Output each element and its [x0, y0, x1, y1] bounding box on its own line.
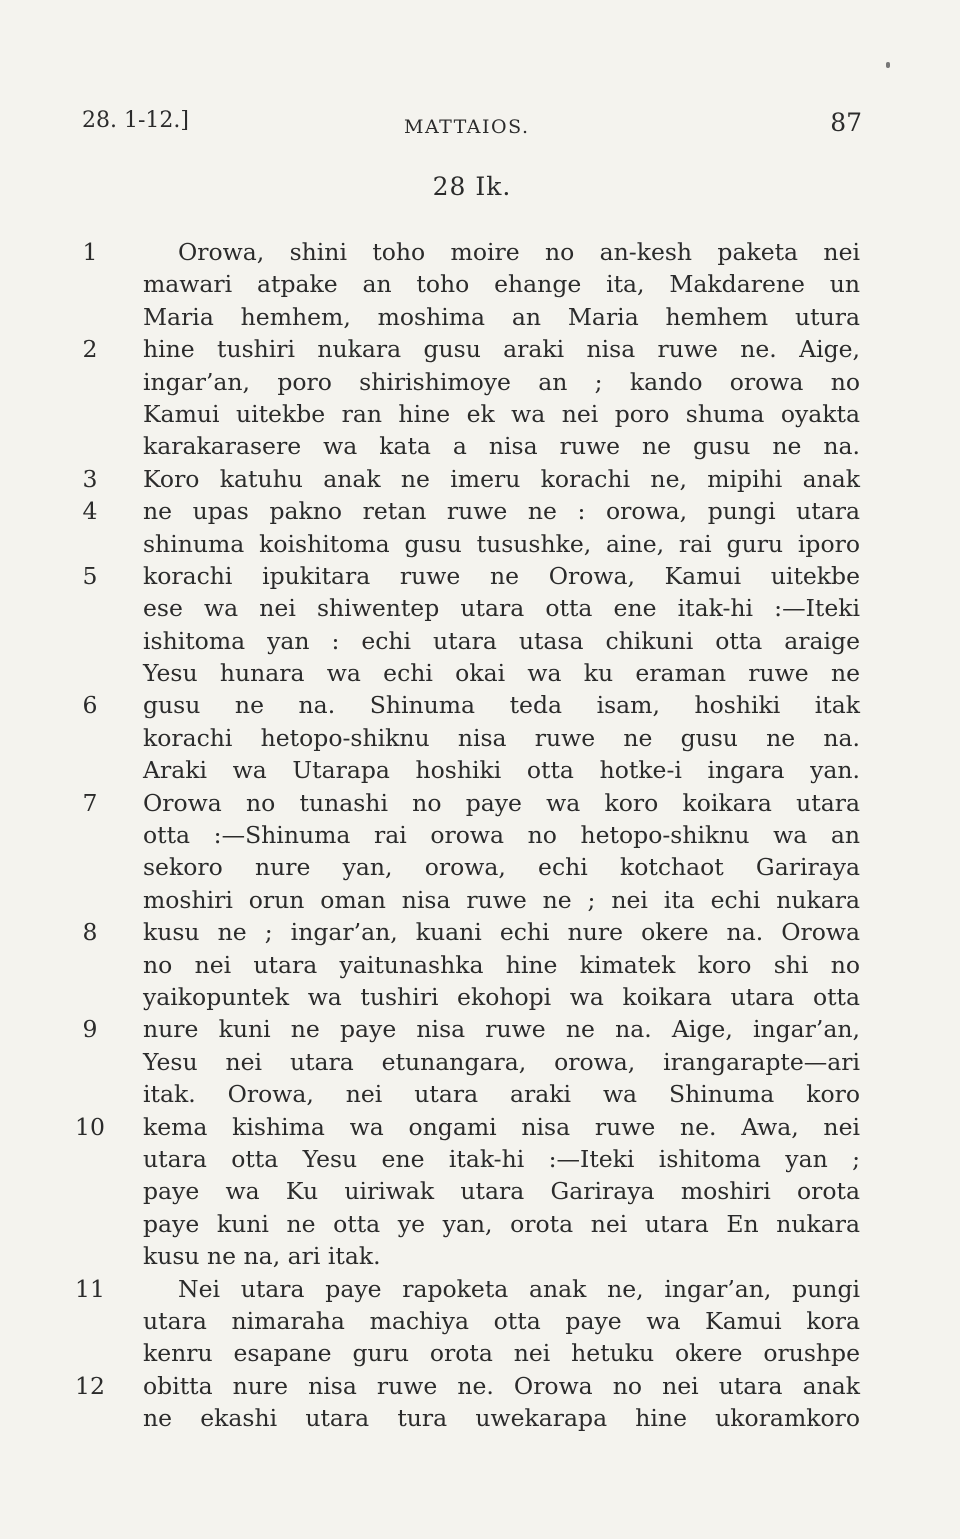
- text-line: [0, 333, 960, 365]
- line-text: hine tushiri nukara gusu araki nisa ruwe ne. Aige,: [143, 335, 860, 364]
- text-line: [0, 754, 960, 786]
- text-line: [0, 916, 960, 948]
- running-title: MATTAIOS.: [404, 116, 530, 138]
- verse-number: 11: [75, 1274, 105, 1303]
- text-line: [0, 463, 960, 495]
- text-line: [0, 819, 960, 851]
- text-line: [0, 1208, 960, 1240]
- scripture-text: [0, 236, 960, 1434]
- line-text: Kamui uitekbe ran hine ek wa nei poro shuma oyakta: [143, 399, 860, 428]
- text-line: [0, 1273, 960, 1305]
- line-text: Yesu hunara wa echi okai wa ku eraman ruwe ne: [143, 659, 860, 688]
- verse-number: 7: [82, 788, 98, 817]
- text-line: [0, 1337, 960, 1369]
- text-line: [0, 949, 960, 981]
- verse-number: 3: [82, 464, 98, 493]
- text-line: [0, 495, 960, 527]
- line-text: ese wa nei shiwentep utara otta ene itak-hi :—Iteki: [143, 594, 860, 623]
- line-text: itak. Orowa, nei utara araki wa Shinuma koro: [143, 1080, 860, 1109]
- line-text: gusu ne na. Shinuma teda isam, hoshiki itak: [143, 691, 860, 720]
- line-text: korachi ipukitara ruwe ne Orowa, Kamui uitekbe: [143, 561, 860, 590]
- line-text: karakarasere wa kata a nisa ruwe ne gusu ne na.: [143, 432, 860, 461]
- text-line: [0, 1111, 960, 1143]
- line-text: kusu ne na, ari itak.: [143, 1242, 381, 1271]
- text-line: [0, 398, 960, 430]
- line-text: ne upas pakno retan ruwe ne : orowa, pungi utara: [143, 497, 860, 526]
- line-text: yaikopuntek wa tushiri ekohopi wa koikara utara otta: [143, 982, 860, 1011]
- text-line: [0, 236, 960, 268]
- text-line: [0, 1046, 960, 1078]
- line-text: utara otta Yesu ene itak-hi :—Iteki ishitoma yan ;: [143, 1144, 860, 1173]
- text-line: [0, 1143, 960, 1175]
- text-line: [0, 851, 960, 883]
- line-text: shinuma koishitoma gusu tusushke, aine, rai guru iporo: [143, 529, 860, 558]
- line-text: Orowa no tunashi no paye wa koro koikara utara: [143, 788, 860, 817]
- verse-number: 8: [82, 918, 98, 947]
- text-line: [0, 1078, 960, 1110]
- line-text: moshiri orun oman nisa ruwe ne ; nei ita echi nukara: [143, 885, 860, 914]
- line-text: mawari atpake an toho ehange ita, Makdarene un: [143, 270, 860, 299]
- text-line: [0, 268, 960, 300]
- line-text: paye kuni ne otta ye yan, orota nei utara En nukara: [143, 1209, 860, 1238]
- line-text: korachi hetopo-shiknu nisa ruwe ne gusu ne na.: [143, 723, 860, 752]
- text-line: [0, 1402, 960, 1434]
- ink-speck: [886, 62, 890, 68]
- text-line: [0, 1305, 960, 1337]
- chapter-verse-range: 28. 1-12.]: [82, 108, 189, 133]
- text-line: [0, 1240, 960, 1272]
- text-line: [0, 689, 960, 721]
- text-line: [0, 722, 960, 754]
- line-text: kenru esapane guru orota nei hetuku okere orushpe: [143, 1339, 860, 1368]
- verse-number: 5: [82, 561, 98, 590]
- line-text: utara nimaraha machiya otta paye wa Kamui kora: [143, 1306, 860, 1335]
- line-text: nure kuni ne paye nisa ruwe ne na. Aige, ingar’an,: [143, 1015, 860, 1044]
- verse-number: 2: [82, 335, 98, 364]
- chapter-heading: 28 Ik.: [432, 172, 512, 201]
- line-text: Nei utara paye rapoketa anak ne, ingar’an, pungi: [178, 1274, 860, 1303]
- line-text: kema kishima wa ongami nisa ruwe ne. Awa, nei: [143, 1112, 860, 1141]
- verse-number: 4: [82, 497, 98, 526]
- text-line: [0, 301, 960, 333]
- line-text: obitta nure nisa ruwe ne. Orowa no nei utara anak: [143, 1371, 860, 1400]
- text-line: [0, 430, 960, 462]
- line-text: otta :—Shinuma rai orowa no hetopo-shiknu wa an: [143, 821, 860, 850]
- line-text: Yesu nei utara etunangara, orowa, irangarapte—ari: [143, 1047, 860, 1076]
- line-text: Orowa, shini toho moire no an-kesh paketa nei: [178, 238, 860, 266]
- line-text: ishitoma yan : echi utara utasa chikuni otta araige: [143, 626, 860, 655]
- page-header: [82, 108, 862, 144]
- verse-number: 1: [82, 238, 98, 266]
- line-text: Maria hemhem, moshima an Maria hemhem utura: [143, 302, 860, 331]
- verse-number: 9: [82, 1015, 98, 1044]
- line-text: ingar’an, poro shirishimoye an ; kando orowa no: [143, 367, 860, 396]
- line-text: sekoro nure yan, orowa, echi kotchaot Gariraya: [143, 853, 860, 882]
- text-line: [0, 560, 960, 592]
- page-number: 87: [830, 108, 862, 137]
- line-text: paye wa Ku uiriwak utara Gariraya moshiri orota: [143, 1177, 860, 1206]
- text-line: [0, 787, 960, 819]
- verse-number: 6: [82, 691, 98, 720]
- line-text: Araki wa Utarapa hoshiki otta hotke-i ingara yan.: [143, 756, 860, 785]
- text-line: [0, 366, 960, 398]
- text-line: [0, 884, 960, 916]
- text-line: [0, 657, 960, 689]
- text-line: [0, 625, 960, 657]
- text-line: [0, 528, 960, 560]
- verse-number: 10: [75, 1112, 105, 1141]
- line-text: no nei utara yaitunashka hine kimatek koro shi no: [143, 950, 860, 979]
- text-line: [0, 981, 960, 1013]
- text-line: [0, 1370, 960, 1402]
- text-line: [0, 592, 960, 624]
- line-text: Koro katuhu anak ne imeru korachi ne, mipihi anak: [143, 464, 860, 493]
- verse-number: 12: [75, 1371, 105, 1400]
- text-line: [0, 1175, 960, 1207]
- line-text: kusu ne ; ingar’an, kuani echi nure okere na. Orowa: [143, 918, 860, 947]
- line-text: ne ekashi utara tura uwekarapa hine ukoramkoro: [143, 1404, 860, 1433]
- text-line: [0, 1013, 960, 1045]
